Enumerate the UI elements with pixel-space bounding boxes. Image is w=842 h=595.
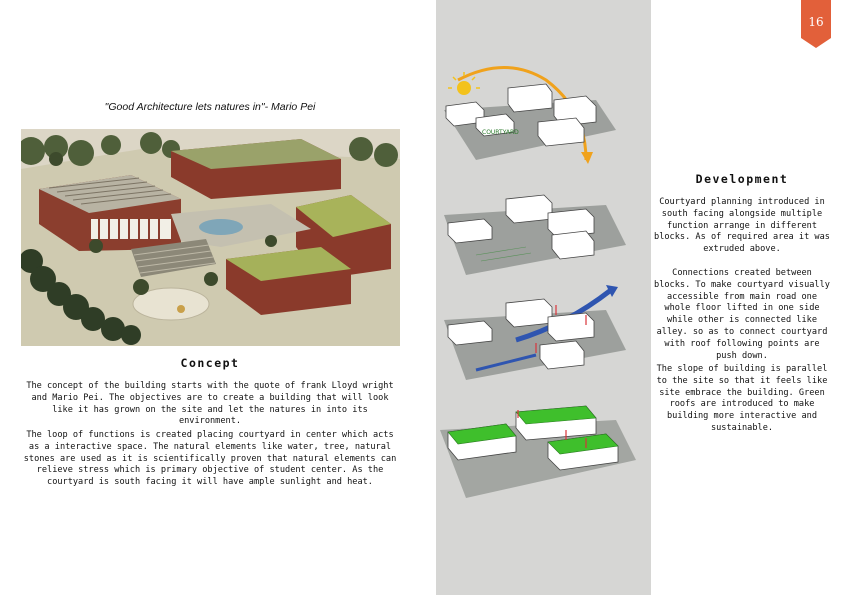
quote-text: "Good Architecture lets natures in"- Mario Pei	[104, 101, 316, 113]
massing-diagram-1	[436, 60, 651, 180]
development-heading: Development	[695, 172, 789, 186]
page-number: 16	[808, 15, 824, 29]
render-illustration	[21, 129, 400, 346]
concept-paragraph-1: The concept of the building starts with the quote of frank Lloyd wright and Mario Pei. The objectives are to create a building that will look like it has grown on the site and let the natures in into its environment.	[26, 381, 394, 427]
concept-heading: Concept	[180, 356, 240, 370]
extrusion-diagram	[436, 185, 651, 285]
development-paragraph-3: The slope of building is parallel to the site so that it feels like site embrace the building. Green roofs are introduced to make building more interactive and sustainable.	[656, 364, 828, 433]
concept-paragraph-2: The loop of functions is created placing courtyard in center which acts as a interactive space. The natural elements like water, tree, natural stones are used as it is scientifically proven that natural elements can relieve stress which is primary objective of student center. As the courtyard is south facing it will have ample sunlight and heat.	[23, 430, 397, 488]
sun-path-diagram	[436, 60, 651, 180]
courtyard-label: COURTYARD	[482, 129, 519, 136]
aerial-building-render	[21, 129, 400, 346]
green-roof-diagram	[436, 400, 651, 505]
development-paragraph-1: Courtyard planning introduced in south facing alongside multiple function arrange in different blocks. As of required area it was extruded above.	[654, 197, 830, 255]
connection-diagram	[436, 285, 651, 390]
massing-diagram-3	[436, 285, 651, 390]
development-paragraph-2: Connections created between blocks. To make courtyard visually accessible from main road one whole floor lifted in one side while other is connected like alley. so as to connect courtyard with roof following points are push down.	[654, 268, 830, 361]
massing-diagram-2	[436, 185, 651, 285]
massing-diagram-4	[436, 400, 651, 505]
